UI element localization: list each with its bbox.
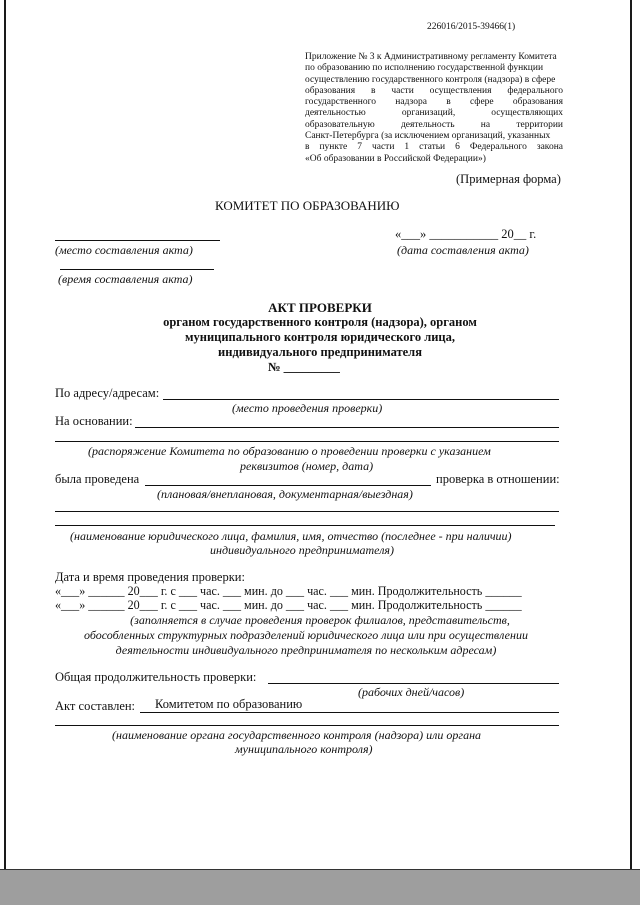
appendix-line: осуществлению государственного контроля (надзора) в сфере	[305, 74, 556, 85]
total-duration-label: Общая продолжительность проверки:	[55, 670, 257, 684]
made-by-label: Акт составлен:	[55, 699, 136, 713]
left-scan-border	[4, 0, 6, 870]
appendix-block	[305, 52, 563, 165]
made-by-caption-2: муниципального контроля)	[235, 742, 373, 756]
datetime-label: Дата и время проведения проверки:	[55, 570, 245, 584]
datetime-row-1: «___» ______ 20___ г. с ___ час. ___ мин. до ___ час. ___ мин. Продолжительность ______	[55, 584, 522, 598]
basis-line-1	[135, 427, 559, 428]
form-type: (Примерная форма)	[456, 172, 561, 186]
made-by-line	[140, 712, 559, 713]
place-line	[55, 240, 220, 241]
entity-line-1	[55, 511, 559, 512]
made-by-line-2	[55, 725, 559, 726]
entity-caption-2: индивидуального предпринимателя)	[210, 543, 395, 557]
date-line: «___» ___________ 20__ г.	[395, 227, 537, 241]
basis-caption-2: реквизитов (номер, дата)	[240, 459, 374, 473]
appendix-line: по образованию по исполнению государственной функции	[305, 63, 544, 74]
act-title: АКТ ПРОВЕРКИ	[268, 300, 372, 315]
entity-caption-1: (наименование юридического лица, фамилия, имя, отчество (последнее - при наличии)	[70, 529, 512, 543]
place-caption: (место составления акта)	[55, 243, 193, 257]
document-id: 226016/2015-39466(1)	[427, 22, 516, 32]
appendix-line: Приложение № 3 к Административному регламенту Комитета	[305, 52, 557, 62]
scan-bottom-margin	[0, 870, 640, 905]
address-caption: (место проведения проверки)	[232, 401, 383, 415]
appendix-line: «Об образовании в Российской Федерации»)	[305, 153, 486, 164]
datetime-note-1: (заполняется в случае проведения проверок филиалов, представительств,	[130, 613, 510, 627]
check-relation-label: проверка в отношении:	[436, 472, 560, 486]
act-subtitle-3: индивидуального предпринимателя	[218, 345, 422, 359]
right-scan-border	[630, 0, 632, 905]
act-subtitle-1: органом государственного контроля (надзора), органом	[163, 315, 477, 329]
act-subtitle-2: муниципального контроля юридического лица,	[184, 330, 456, 344]
appendix-line: образовательную деятельность на территории	[305, 119, 563, 130]
date-caption: (дата составления акта)	[397, 243, 529, 257]
held-caption: (плановая/внеплановая, документарная/выездная)	[157, 487, 413, 501]
basis-line-2	[55, 441, 559, 442]
datetime-row-2: «___» ______ 20___ г. с ___ час. ___ мин. до ___ час. ___ мин. Продолжительность ______	[55, 598, 522, 612]
basis-label: На основании:	[55, 414, 133, 428]
datetime-note-2: обособленных структурных подразделений юридического лица или при осуществлении	[84, 628, 528, 642]
appendix-line: Санкт-Петербурга (за исключением организаций, указанных	[305, 131, 551, 142]
time-caption: (время составления акта)	[58, 272, 193, 286]
appendix-line: государственного надзора в сфере образования	[305, 97, 563, 108]
address-label: По адресу/адресам:	[55, 386, 160, 400]
appendix-line: в пункте 7 части 1 статьи 6 Федерального закона	[305, 142, 563, 153]
committee-name: КОМИТЕТ ПО ОБРАЗОВАНИЮ	[215, 198, 400, 213]
appendix-line: деятельностью организаций, осуществляющих	[305, 108, 563, 119]
held-label: была проведена	[55, 472, 140, 486]
address-line	[163, 399, 559, 400]
basis-caption-1: (распоряжение Комитета по образованию о проведении проверки с указанием	[88, 444, 491, 458]
appendix-line: образования в части осуществления федерального	[305, 85, 563, 96]
held-line	[145, 485, 431, 486]
total-duration-line	[268, 683, 559, 684]
datetime-note-3: деятельности индивидуального предпринимателя по нескольким адресам)	[115, 643, 497, 657]
time-line	[60, 269, 214, 270]
made-by-caption-1: (наименование органа государственного контроля (надзора) или органа	[112, 728, 482, 742]
act-number: № _________	[268, 360, 340, 374]
made-by-value: Комитетом по образованию	[155, 697, 303, 711]
entity-line-2	[55, 525, 555, 526]
total-duration-caption: (рабочих дней/часов)	[358, 685, 465, 699]
